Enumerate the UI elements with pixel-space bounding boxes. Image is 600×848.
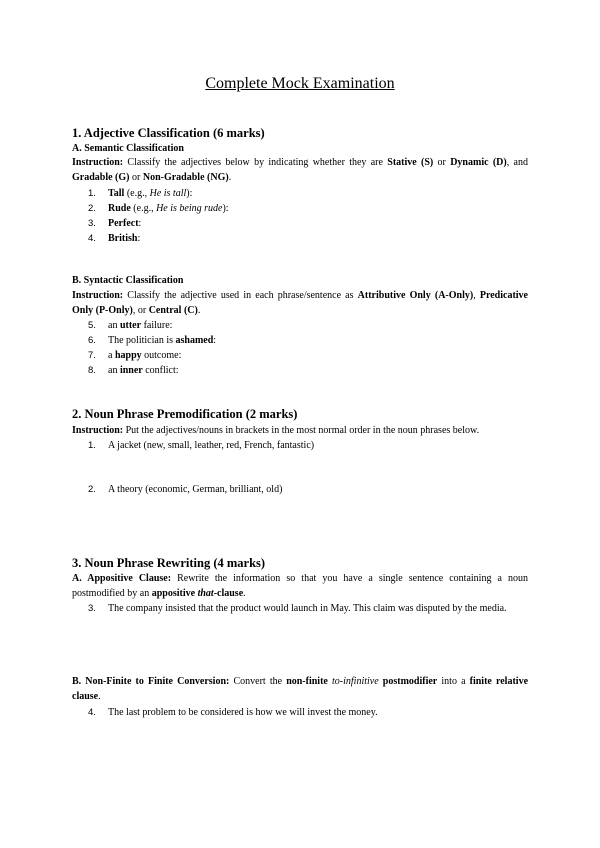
- list-item: 3. The company insisted that the product would launch in May. This claim was disputed by the media.: [88, 603, 507, 614]
- q3-part-a-instruction: A. Appositive Clause: Rewrite the information so that you have a single sentence containing a noun postmodified by an appositive that-clause.: [72, 573, 529, 599]
- q2-instruction: Instruction: Put the adjectives/nouns in brackets in the most normal order in the noun phrases below.: [72, 425, 480, 436]
- list-item: 5. an utter failure:: [88, 320, 173, 331]
- list-item: 7. a happy outcome:: [88, 350, 182, 361]
- q1-part-a-heading: A. Semantic Classification: [72, 143, 184, 154]
- page-title: Complete Mock Examination: [205, 75, 395, 92]
- list-item: 3. Perfect:: [88, 218, 142, 229]
- q1-heading: 1. Adjective Classification (6 marks): [72, 126, 265, 140]
- list-item: 6. The politician is ashamed:: [88, 335, 217, 346]
- q1-part-b-heading: B. Syntactic Classification: [72, 275, 184, 286]
- list-item: 1. Tall (e.g., He is tall):: [88, 188, 193, 199]
- q3-part-b-instruction: B. Non-Finite to Finite Conversion: Convert the non-finite to-infinitive postmodifier into a finite relative clause.: [72, 676, 529, 702]
- list-item: 1. A jacket (new, small, leather, red, French, fantastic): [88, 440, 315, 451]
- list-item: 8. an inner conflict:: [88, 365, 179, 376]
- list-item: 2. Rude (e.g., He is being rude):: [88, 203, 229, 214]
- q3-heading: 3. Noun Phrase Rewriting (4 marks): [72, 556, 266, 570]
- list-item: 4. The last problem to be considered is how we will invest the money.: [88, 707, 378, 718]
- q1-part-b-instruction: Instruction: Classify the adjective used in each phrase/sentence as Attributive Only (A-Only), Predicative Only (P-Only), or Central (C).: [72, 290, 528, 316]
- q2-heading: 2. Noun Phrase Premodification (2 marks): [72, 407, 298, 421]
- q1-part-a-instruction: Instruction: Classify the adjectives below by indicating whether they are Stative (S) or Dynamic (D), and Gradable (G) or Non-Gradable (NG).: [72, 157, 528, 183]
- list-item: 2. A theory (economic, German, brilliant, old): [88, 484, 283, 495]
- list-item: 4. British:: [88, 233, 141, 244]
